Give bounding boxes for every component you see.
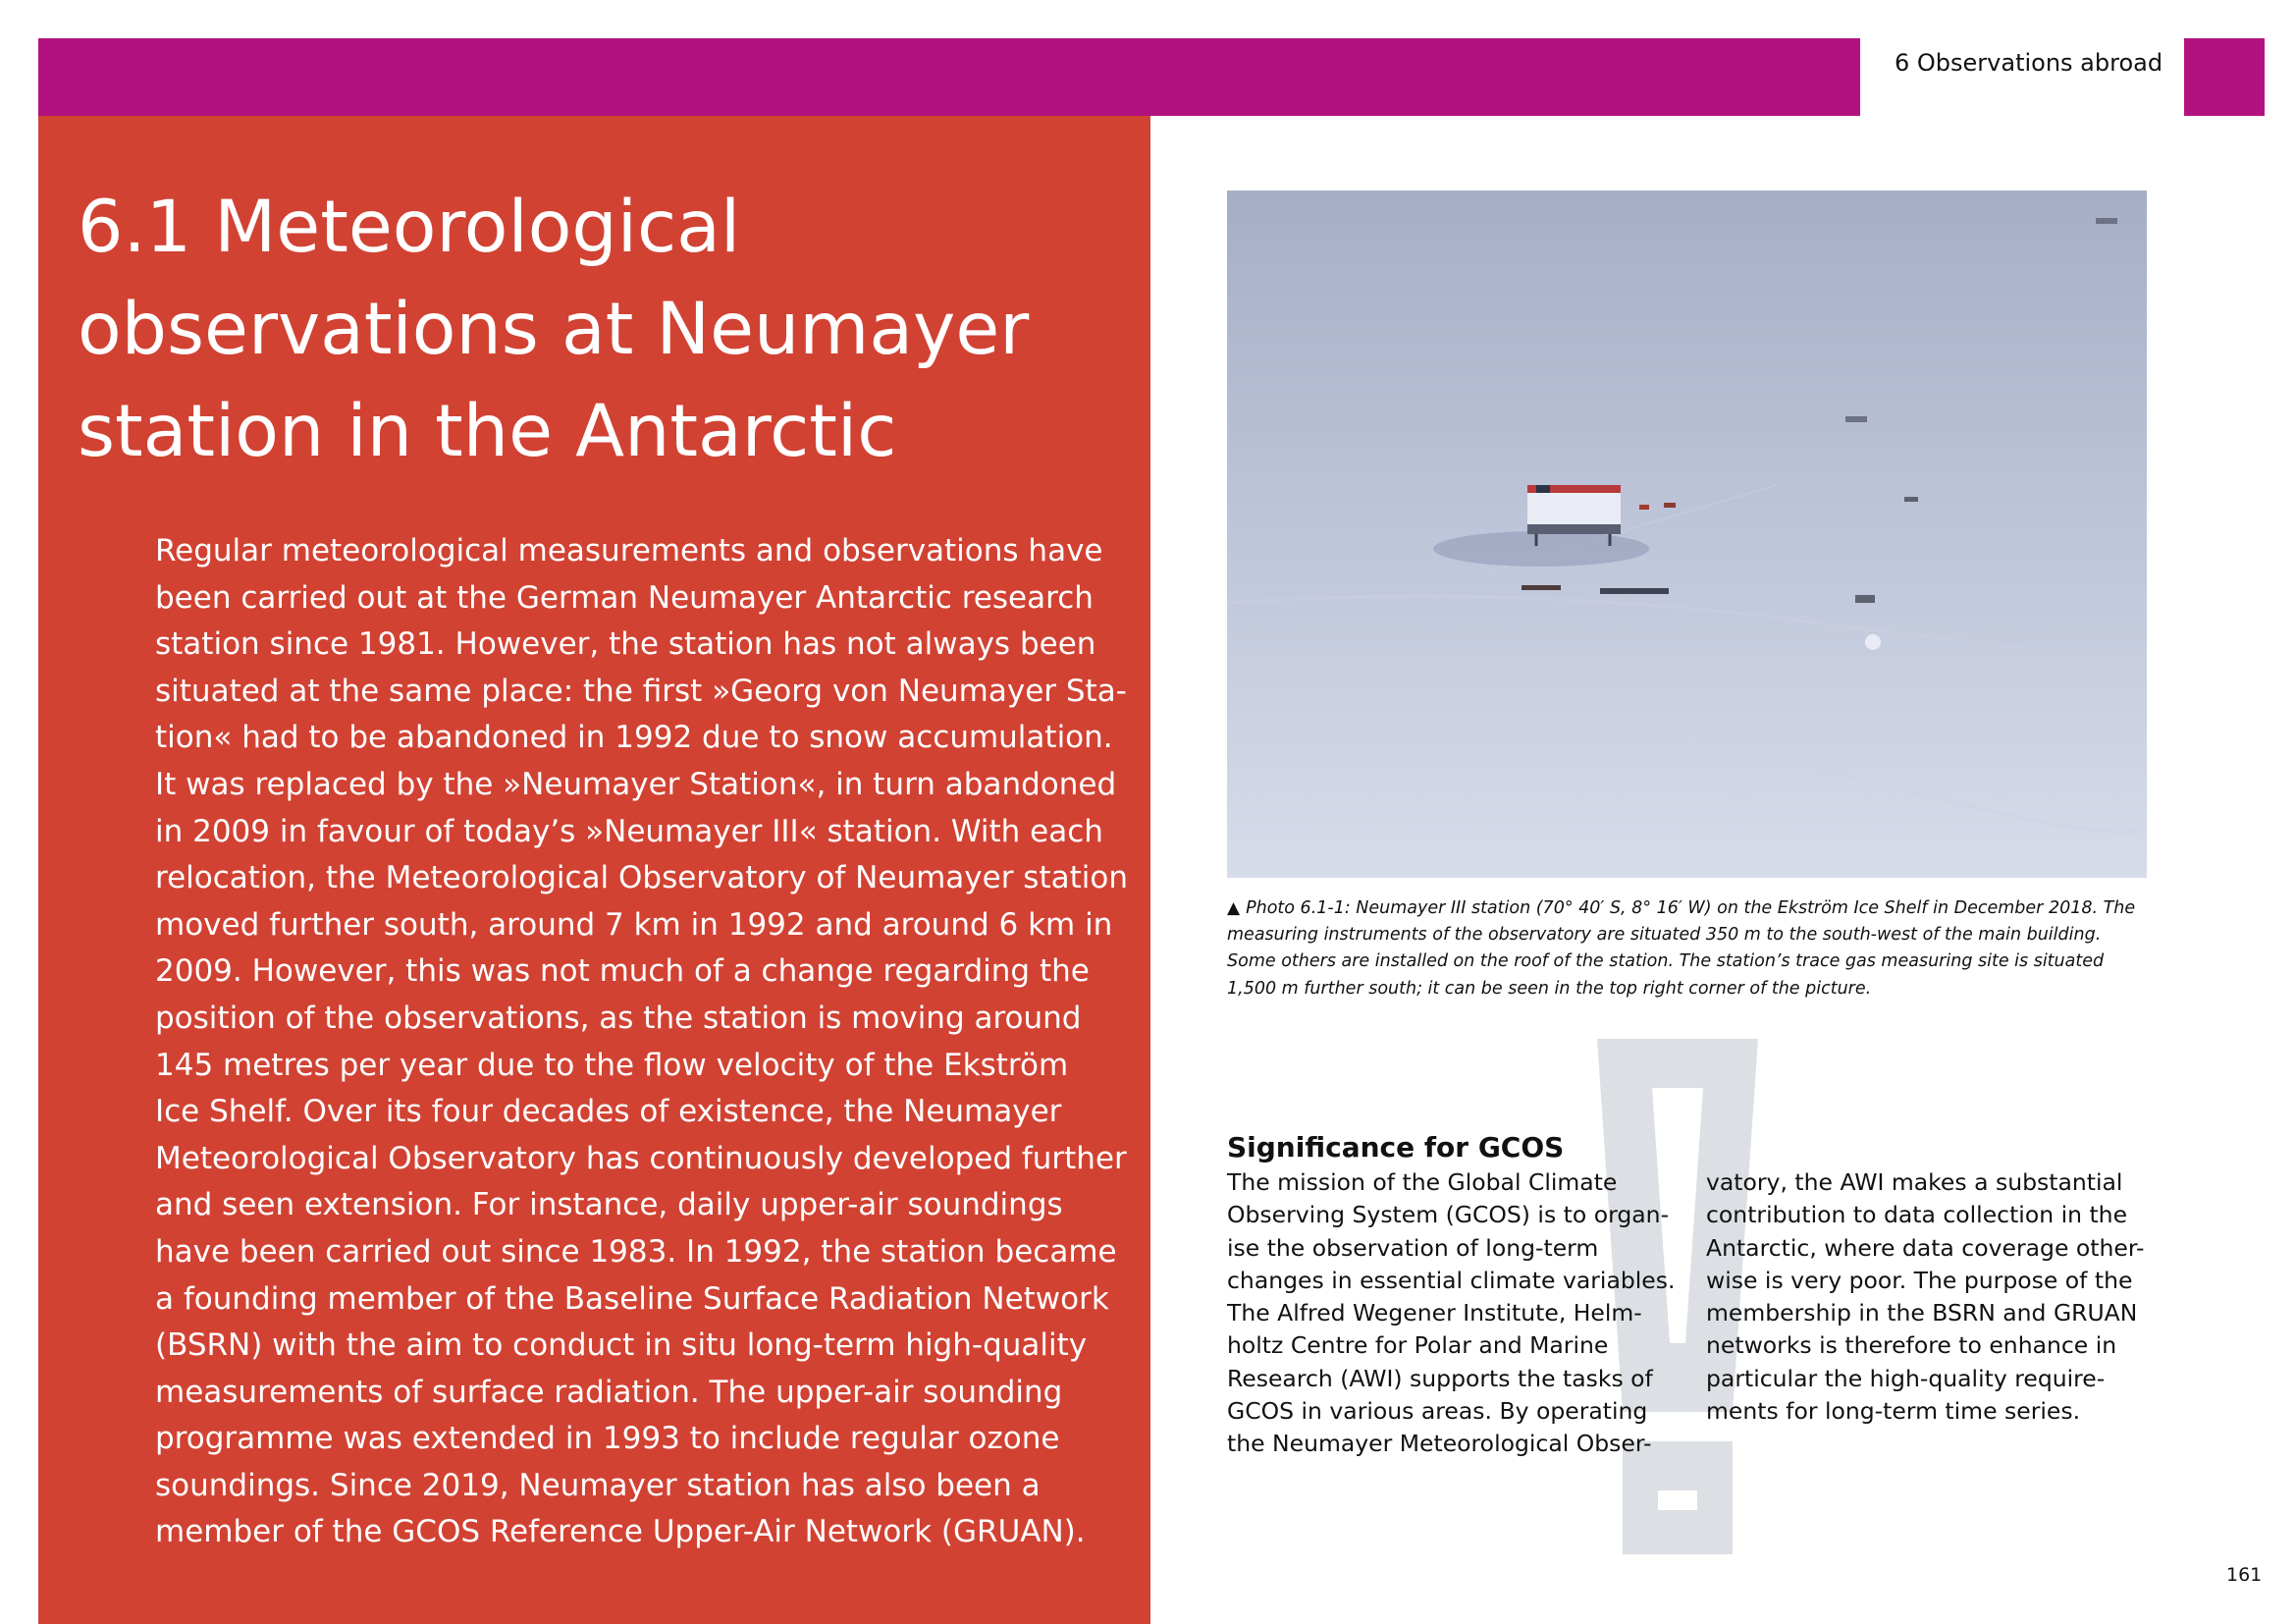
gcos-heading: Significance for GCOS: [1227, 1131, 1565, 1164]
intro-line: position of the observations, as the station is moving around: [155, 1000, 1082, 1036]
caption-text: 1,500 m further south; it can be seen in the top right corner of the picture.: [1227, 978, 1872, 999]
intro-line: a founding member of the Baseline Surface Radiation Network: [155, 1280, 1109, 1317]
page-number: 161: [2226, 1564, 2263, 1586]
intro-line: station since 1981. However, the station has not always been: [155, 626, 1096, 663]
gcos-line: the Neumayer Meteorological Obser-: [1227, 1430, 1652, 1458]
intro-line: soundings. Since 2019, Neumayer station has also been a: [155, 1467, 1041, 1503]
intro-line: been carried out at the German Neumayer Antarctic research: [155, 579, 1094, 616]
triangle-up-icon: ▲: [1227, 898, 1241, 918]
caption-text: Photo 6.1-1: Neumayer III station (70° 40′ S, 8° 16′ W) on the Ekström Ice Shelf in December 2018. The: [1246, 898, 2136, 918]
gcos-line: wise is very poor. The purpose of the: [1706, 1266, 2133, 1294]
page-title-line: 6.1 Meteorological: [78, 186, 741, 269]
intro-line: Ice Shelf. Over its four decades of existence, the Neumayer: [155, 1094, 1062, 1130]
caption-line: [1227, 895, 2150, 922]
gcos-line: contribution to data collection in the: [1706, 1201, 2128, 1229]
gcos-line: Research (AWI) supports the tasks of: [1227, 1364, 1653, 1392]
intro-line: (BSRN) with the aim to conduct in situ long-term high-quality: [155, 1327, 1088, 1364]
intro-line: Meteorological Observatory has continuously developed further: [155, 1140, 1127, 1176]
page-title-line: station in the Antarctic: [78, 390, 897, 473]
gcos-line: changes in essential climate variables.: [1227, 1266, 1676, 1294]
gcos-line: Observing System (GCOS) is to organ-: [1227, 1201, 1670, 1229]
intro-line: have been carried out since 1983. In 1992, the station became: [155, 1233, 1117, 1270]
header-bar: [38, 38, 1860, 116]
gcos-line: holtz Centre for Polar and Marine: [1227, 1331, 1609, 1360]
intro-line: measurements of surface radiation. The upper-air sounding: [155, 1374, 1063, 1410]
gcos-line: particular the high-quality require-: [1706, 1364, 2106, 1392]
intro-line: member of the GCOS Reference Upper-Air Network (GRUAN).: [155, 1514, 1086, 1550]
page-title: [78, 177, 1138, 483]
caption-line: [1227, 922, 2150, 948]
gcos-line: The mission of the Global Climate: [1227, 1168, 1618, 1196]
chapter-label: 6 Observations abroad: [1895, 49, 2163, 77]
header-bar-tab: [2184, 38, 2265, 116]
caption-text: measuring instruments of the observatory are situated 350 m to the south-west of the main building.: [1227, 925, 2102, 946]
caption-line: [1227, 948, 2150, 975]
page-title-line: observations at Neumayer: [78, 288, 1030, 371]
intro-line: relocation, the Meteorological Observatory of Neumayer station: [155, 860, 1128, 896]
gcos-line: GCOS in various areas. By operating: [1227, 1397, 1648, 1426]
intro-line: Regular meteorological measurements and observations have: [155, 533, 1103, 568]
gcos-column-2: [1706, 1166, 2158, 1428]
intro-line: in 2009 in favour of today’s »Neumayer III« station. With each: [155, 813, 1103, 849]
caption-text: Some others are installed on the roof of the station. The station’s trace gas measuring site is situated: [1227, 951, 2105, 972]
gcos-line: The Alfred Wegener Institute, Helm-: [1227, 1299, 1642, 1327]
gcos-line: ise the observation of long-term: [1227, 1233, 1599, 1262]
intro-line: situated at the same place: the first »Georg von Neumayer Sta-: [155, 673, 1127, 709]
gcos-line: networks is therefore to enhance in: [1706, 1331, 2117, 1360]
intro-line: moved further south, around 7 km in 1992 and around 6 km in: [155, 906, 1113, 943]
intro-line: 2009. However, this was not much of a change regarding the: [155, 953, 1090, 990]
gcos-line: Antarctic, where data coverage other-: [1706, 1233, 2145, 1262]
intro-line: and seen extension. For instance, daily upper-air soundings: [155, 1187, 1063, 1223]
gcos-line: vatory, the AWI makes a substantial: [1706, 1168, 2123, 1196]
gcos-line: ments for long-term time series.: [1706, 1397, 2081, 1426]
gcos-column-1: [1227, 1166, 1679, 1461]
intro-line: programme was extended in 1993 to include regular ozone: [155, 1421, 1060, 1457]
caption-line: [1227, 976, 2150, 1002]
photo-caption: [1227, 895, 2150, 1002]
intro-line: tion« had to be abandoned in 1992 due to snow accumulation.: [155, 720, 1113, 756]
intro-line: 145 metres per year due to the flow velocity of the Ekström: [155, 1047, 1069, 1083]
station-photo: [1227, 190, 2147, 878]
intro-line: It was replaced by the »Neumayer Station«, in turn abandoned: [155, 766, 1117, 802]
intro-text: [155, 528, 1137, 1556]
gcos-line: membership in the BSRN and GRUAN: [1706, 1299, 2138, 1327]
